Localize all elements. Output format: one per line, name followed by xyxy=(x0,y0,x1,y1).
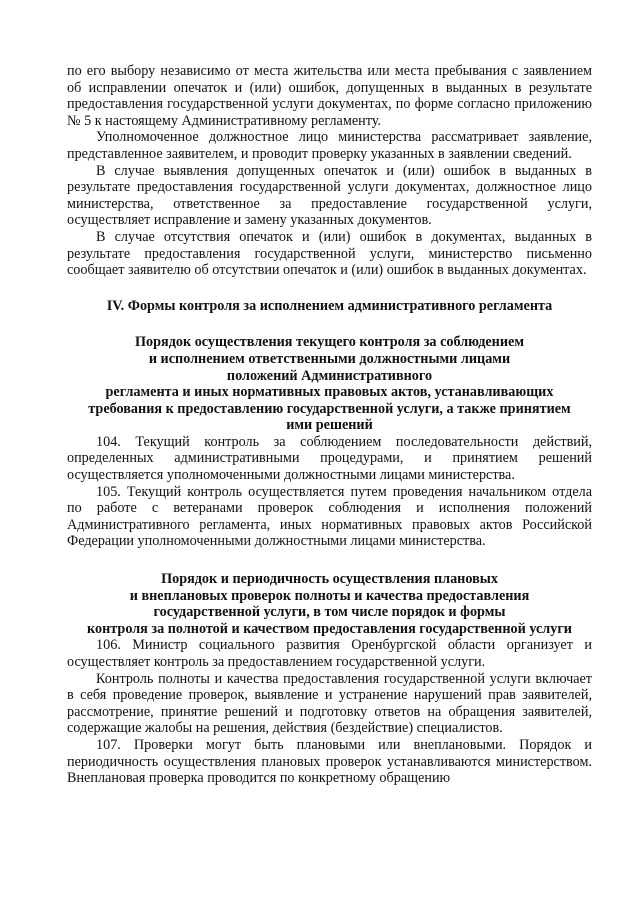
subsection-heading-2 xyxy=(67,571,592,637)
subsection-heading-line: государственной услуги, в том числе порядок и формы xyxy=(153,604,506,621)
paragraph-106: 106. Министр социального развития Оренбургской области организует и осуществляет контроль за предоставлением государственной услуги. xyxy=(67,637,592,670)
subsection-heading-line: ими решений xyxy=(286,417,373,434)
document-page xyxy=(67,63,592,787)
subsection-heading-line: положений Административного xyxy=(226,367,433,384)
subsection-heading-line: Порядок осуществления текущего контроля за соблюдением xyxy=(135,334,524,351)
subsection-heading-line: Порядок и периодичность осуществления плановых xyxy=(161,571,498,588)
subsection-heading-line: регламента и иных нормативных правовых актов, устанавливающих xyxy=(105,384,554,401)
subsection-heading-line: требования к предоставлению государственной услуги, а также принятием xyxy=(88,400,571,417)
paragraph: Контроль полноты и качества предоставления государственной услуги включает в себя проведение проверок, выявление и устранение нарушений прав заявителей, рассмотрение, принятие решений и подготовку ответов на обращения заявителей, содержащие жалобы на решения, действия (бездействие) специалистов. xyxy=(67,670,592,737)
subsection-heading-1 xyxy=(67,334,592,434)
paragraph-105: 105. Текущий контроль осуществляется путем проведения начальником отдела по работе с ветеранами проверок соблюдения и исполнения положений Административного регламента, иных нормативных правовых актов Российской Федерации уполномоченными должностными лицами министерства. xyxy=(67,483,592,550)
subsection-heading-line: и исполнением ответственными должностными лицами xyxy=(148,350,511,367)
subsection-heading-line: контроля за полнотой и качеством предоставления государственной услуги xyxy=(87,620,572,637)
paragraph-continuation: по его выбору независимо от места жительства или места пребывания с заявлением об исправлении опечаток и (или) ошибок, допущенных в выданных в результате предоставления государственной услуги документах, по форме согласно приложению № 5 к настоящему Административному регламенту. xyxy=(67,63,592,129)
section-title: IV. Формы контроля за исполнением административного регламента xyxy=(106,297,553,314)
paragraph: В случае отсутствия опечаток и (или) ошибок в документах, выданных в результате предоставления государственной услуги, министерство письменно сообщает заявителю об отсутствии опечаток и (или) ошибок в выданных документах. xyxy=(67,228,592,279)
subsection-heading-line: и внеплановых проверок полноты и качества предоставления xyxy=(129,587,530,604)
paragraph: В случае выявления допущенных опечаток и (или) ошибок в выданных в результате предоставления государственной услуги документах, должностное лицо министерства, ответственное за предоставление государственной услуги, осуществляет исправление и замену указанных документов. xyxy=(67,162,592,229)
paragraph-104: 104. Текущий контроль за соблюдением последовательности действий, определенных административными процедурами, и принятием решений осуществляется уполномоченными должностными лицами министерства. xyxy=(67,433,592,484)
paragraph: Уполномоченное должностное лицо министерства рассматривает заявление, представленное заявителем, и проводит проверку указанных в заявлении сведений. xyxy=(67,129,592,162)
paragraph-107: 107. Проверки могут быть плановыми или внеплановыми. Порядок и периодичность осуществления плановых проверок устанавливаются министерством. Внеплановая проверка проводится по конкретному обращению xyxy=(67,736,592,787)
